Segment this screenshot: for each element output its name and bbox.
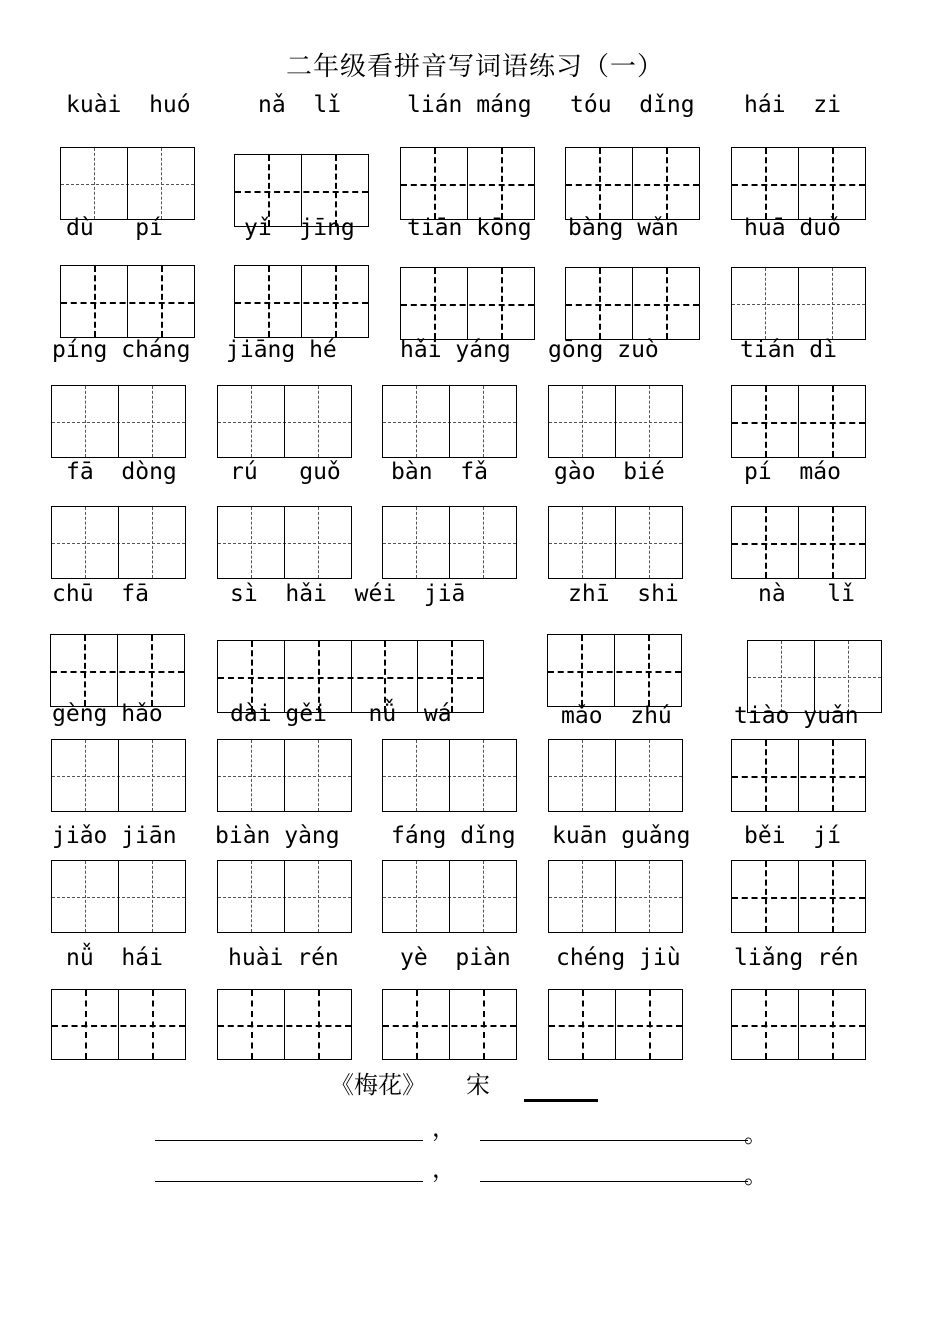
period: 。 — [744, 1120, 768, 1148]
pinyin-label: liǎng rén — [734, 945, 859, 971]
pinyin-label: gèng hǎo — [52, 701, 163, 727]
pinyin-label: chéng jiù — [556, 945, 681, 971]
writing-grid[interactable] — [731, 385, 866, 458]
writing-grid[interactable] — [217, 989, 352, 1060]
pinyin-label: bàng wǎn — [568, 215, 679, 241]
period: 。 — [744, 1161, 768, 1189]
pinyin-label: tóu dǐng — [570, 92, 695, 118]
pinyin-label: zhī shi — [568, 581, 679, 607]
writing-grid[interactable] — [548, 739, 683, 812]
worksheet-title: 二年级看拼音写词语练习（一） — [285, 52, 664, 82]
writing-grid[interactable] — [51, 739, 186, 812]
pinyin-label: dài gěi nǚ wá — [230, 701, 452, 727]
writing-grid[interactable] — [400, 147, 535, 220]
author-blank[interactable] — [524, 1099, 598, 1102]
writing-grid[interactable] — [400, 267, 535, 340]
pinyin-label: gào bié — [554, 459, 665, 485]
pinyin-label: nǚ hái — [66, 945, 163, 971]
pinyin-label: fā dòng — [66, 459, 177, 485]
writing-grid[interactable] — [565, 147, 700, 220]
writing-grid[interactable] — [382, 989, 517, 1060]
writing-grid[interactable] — [50, 634, 185, 707]
writing-grid[interactable] — [51, 385, 186, 458]
writing-grid[interactable] — [217, 739, 352, 812]
comma: ， — [432, 1114, 456, 1142]
writing-grid[interactable] — [60, 147, 195, 220]
pinyin-label: rú guǒ — [230, 459, 341, 485]
writing-grid[interactable] — [548, 385, 683, 458]
writing-grid[interactable] — [382, 739, 517, 812]
pinyin-label: lián máng — [407, 92, 532, 118]
pinyin-label: tián dì — [740, 337, 837, 363]
writing-grid[interactable] — [382, 385, 517, 458]
writing-grid[interactable] — [51, 860, 186, 933]
writing-grid[interactable] — [51, 506, 186, 579]
pinyin-label: tiào yuǎn — [734, 703, 859, 729]
pinyin-label: tiān kōng — [407, 215, 532, 241]
pinyin-label: huài rén — [228, 945, 339, 971]
writing-grid[interactable] — [60, 265, 195, 338]
pinyin-label: jiǎo jiān — [52, 823, 177, 849]
pinyin-label: nà lǐ — [758, 581, 855, 607]
poem-blank[interactable] — [480, 1181, 748, 1182]
pinyin-label: gōng zuò — [548, 337, 659, 363]
pinyin-label: sì hǎi wéi jiā — [230, 581, 466, 607]
writing-grid[interactable] — [234, 265, 369, 338]
writing-grid[interactable] — [731, 860, 866, 933]
writing-grid[interactable] — [731, 506, 866, 579]
pinyin-label: huā duǒ — [744, 215, 841, 241]
writing-grid[interactable] — [217, 506, 352, 579]
pinyin-label: yǐ jīng — [244, 215, 355, 241]
pinyin-label: hǎi yáng — [400, 337, 511, 363]
pinyin-label: yè piàn — [400, 945, 511, 971]
pinyin-label: chū fā — [52, 581, 149, 607]
poem-blank[interactable] — [155, 1140, 423, 1141]
pinyin-label: běi jí — [744, 823, 841, 849]
pinyin-label: kuān guǎng — [552, 823, 691, 849]
pinyin-label: kuài huó — [66, 92, 191, 118]
pinyin-label: bàn fǎ — [391, 459, 488, 485]
writing-grid[interactable] — [548, 860, 683, 933]
writing-grid[interactable] — [382, 860, 517, 933]
pinyin-label: mǎo zhú — [561, 703, 672, 729]
writing-grid[interactable] — [565, 267, 700, 340]
writing-grid[interactable] — [731, 739, 866, 812]
poem-dynasty: 宋 — [466, 1071, 490, 1099]
writing-grid[interactable] — [548, 989, 683, 1060]
poem-title: 《梅花》 — [330, 1071, 426, 1099]
comma: ， — [432, 1155, 456, 1183]
pinyin-label: jiāng hé — [226, 337, 337, 363]
writing-grid[interactable] — [731, 267, 866, 340]
writing-grid[interactable] — [382, 506, 517, 579]
pinyin-label: hái zi — [744, 92, 841, 118]
writing-grid[interactable] — [51, 989, 186, 1060]
writing-grid[interactable] — [731, 147, 866, 220]
pinyin-label: biàn yàng — [215, 823, 340, 849]
pinyin-label: fáng dǐng — [391, 823, 516, 849]
pinyin-label: dù pí — [66, 215, 163, 241]
writing-grid[interactable] — [547, 634, 682, 707]
writing-grid[interactable] — [217, 860, 352, 933]
pinyin-label: píng cháng — [52, 337, 191, 363]
writing-grid[interactable] — [731, 989, 866, 1060]
writing-grid[interactable] — [217, 385, 352, 458]
pinyin-label: pí máo — [744, 459, 841, 485]
pinyin-label: nǎ lǐ — [258, 92, 342, 118]
writing-grid[interactable] — [548, 506, 683, 579]
poem-blank[interactable] — [480, 1140, 748, 1141]
poem-blank[interactable] — [155, 1181, 423, 1182]
